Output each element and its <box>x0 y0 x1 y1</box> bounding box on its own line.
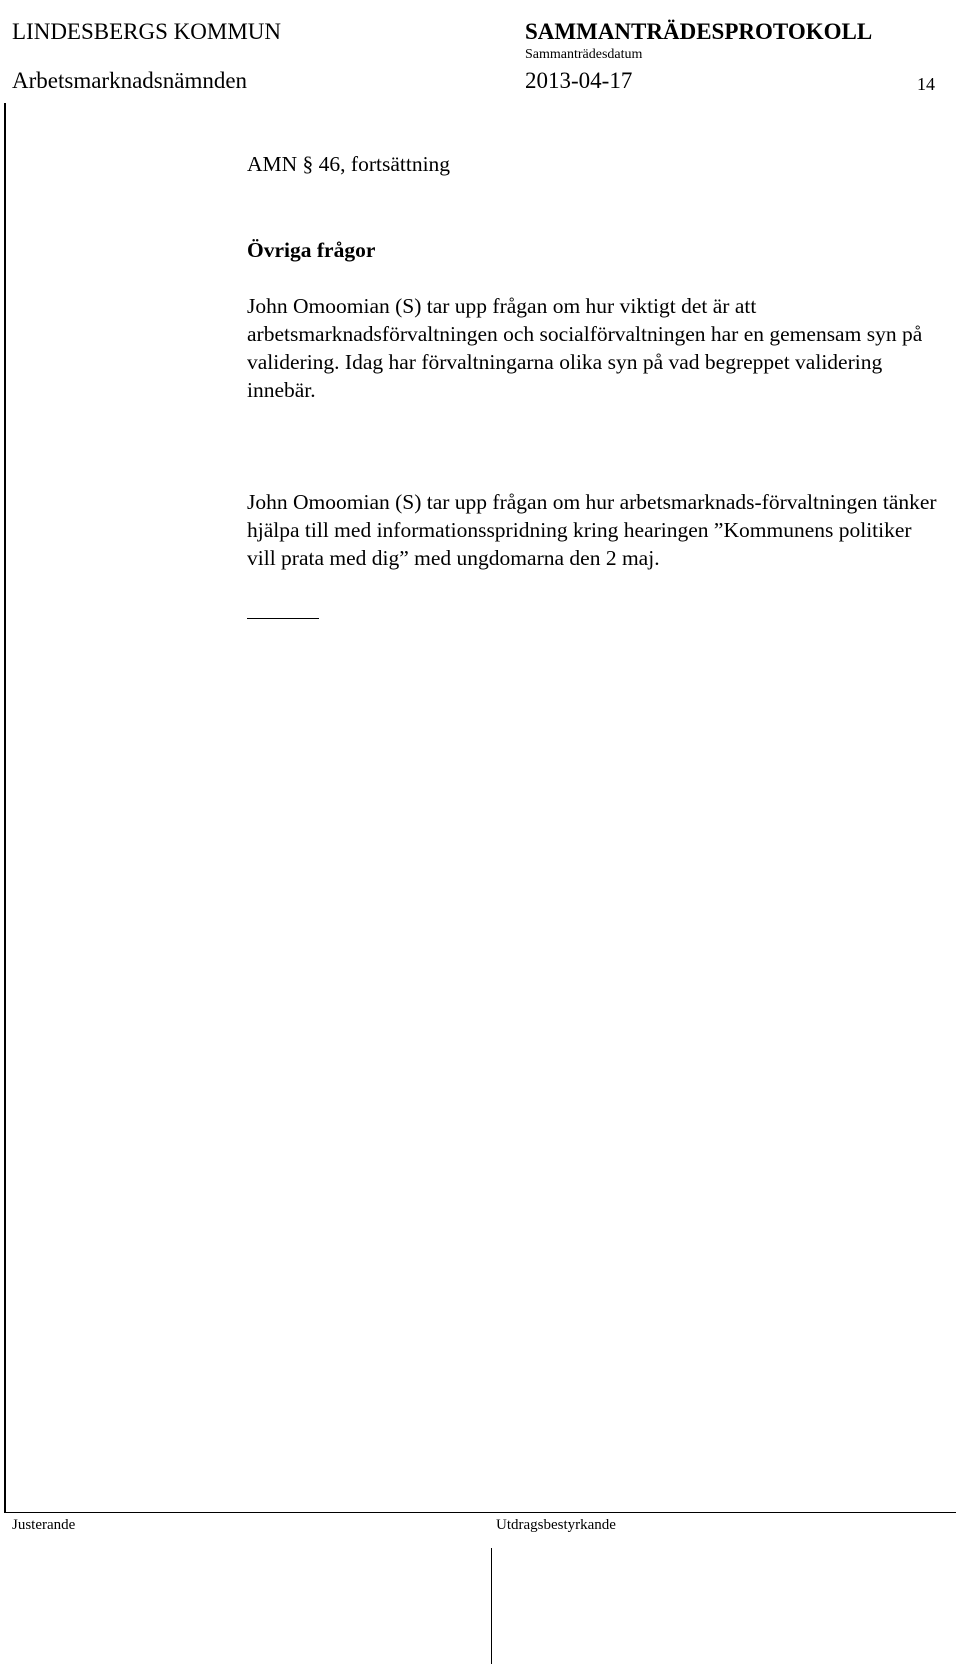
utdragsbestyrkande-label: Utdragsbestyrkande <box>496 1517 616 1533</box>
footer-rule <box>4 1512 956 1513</box>
paragraph-hearing: John Omoomian (S) tar upp frågan om hur arbetsmarknads-förvaltningen tänker hjälpa till med informationsspridning kring hearingen ”Kommunens politiker vill prata med dig” med ungdomarna den 2 maj. <box>247 490 937 570</box>
justerande-label: Justerande <box>12 1517 76 1533</box>
document-type: SAMMANTRÄDESPROTOKOLL <box>525 19 873 44</box>
document-body <box>247 150 937 619</box>
signature-divider <box>491 1548 492 1664</box>
paragraph-validation: John Omoomian (S) tar upp frågan om hur viktigt det är att arbetsmarknadsförvaltningen och socialförvaltningen har en gemensam syn på validering. Idag har förvaltningarna olika syn på vad begreppet validering innebär. <box>247 294 923 402</box>
meeting-date: 2013-04-17 <box>525 68 633 93</box>
section-reference: AMN § 46, fortsättning <box>247 152 451 176</box>
page-number: 14 <box>917 74 935 94</box>
section-heading: Övriga frågor <box>247 238 376 262</box>
left-margin-rule <box>4 103 6 1513</box>
committee-name: Arbetsmarknadsnämnden <box>12 68 248 93</box>
section-end-rule <box>247 618 319 619</box>
organization-name: LINDESBERGS KOMMUN <box>12 19 281 44</box>
meeting-date-label: Sammanträdesdatum <box>525 47 643 62</box>
